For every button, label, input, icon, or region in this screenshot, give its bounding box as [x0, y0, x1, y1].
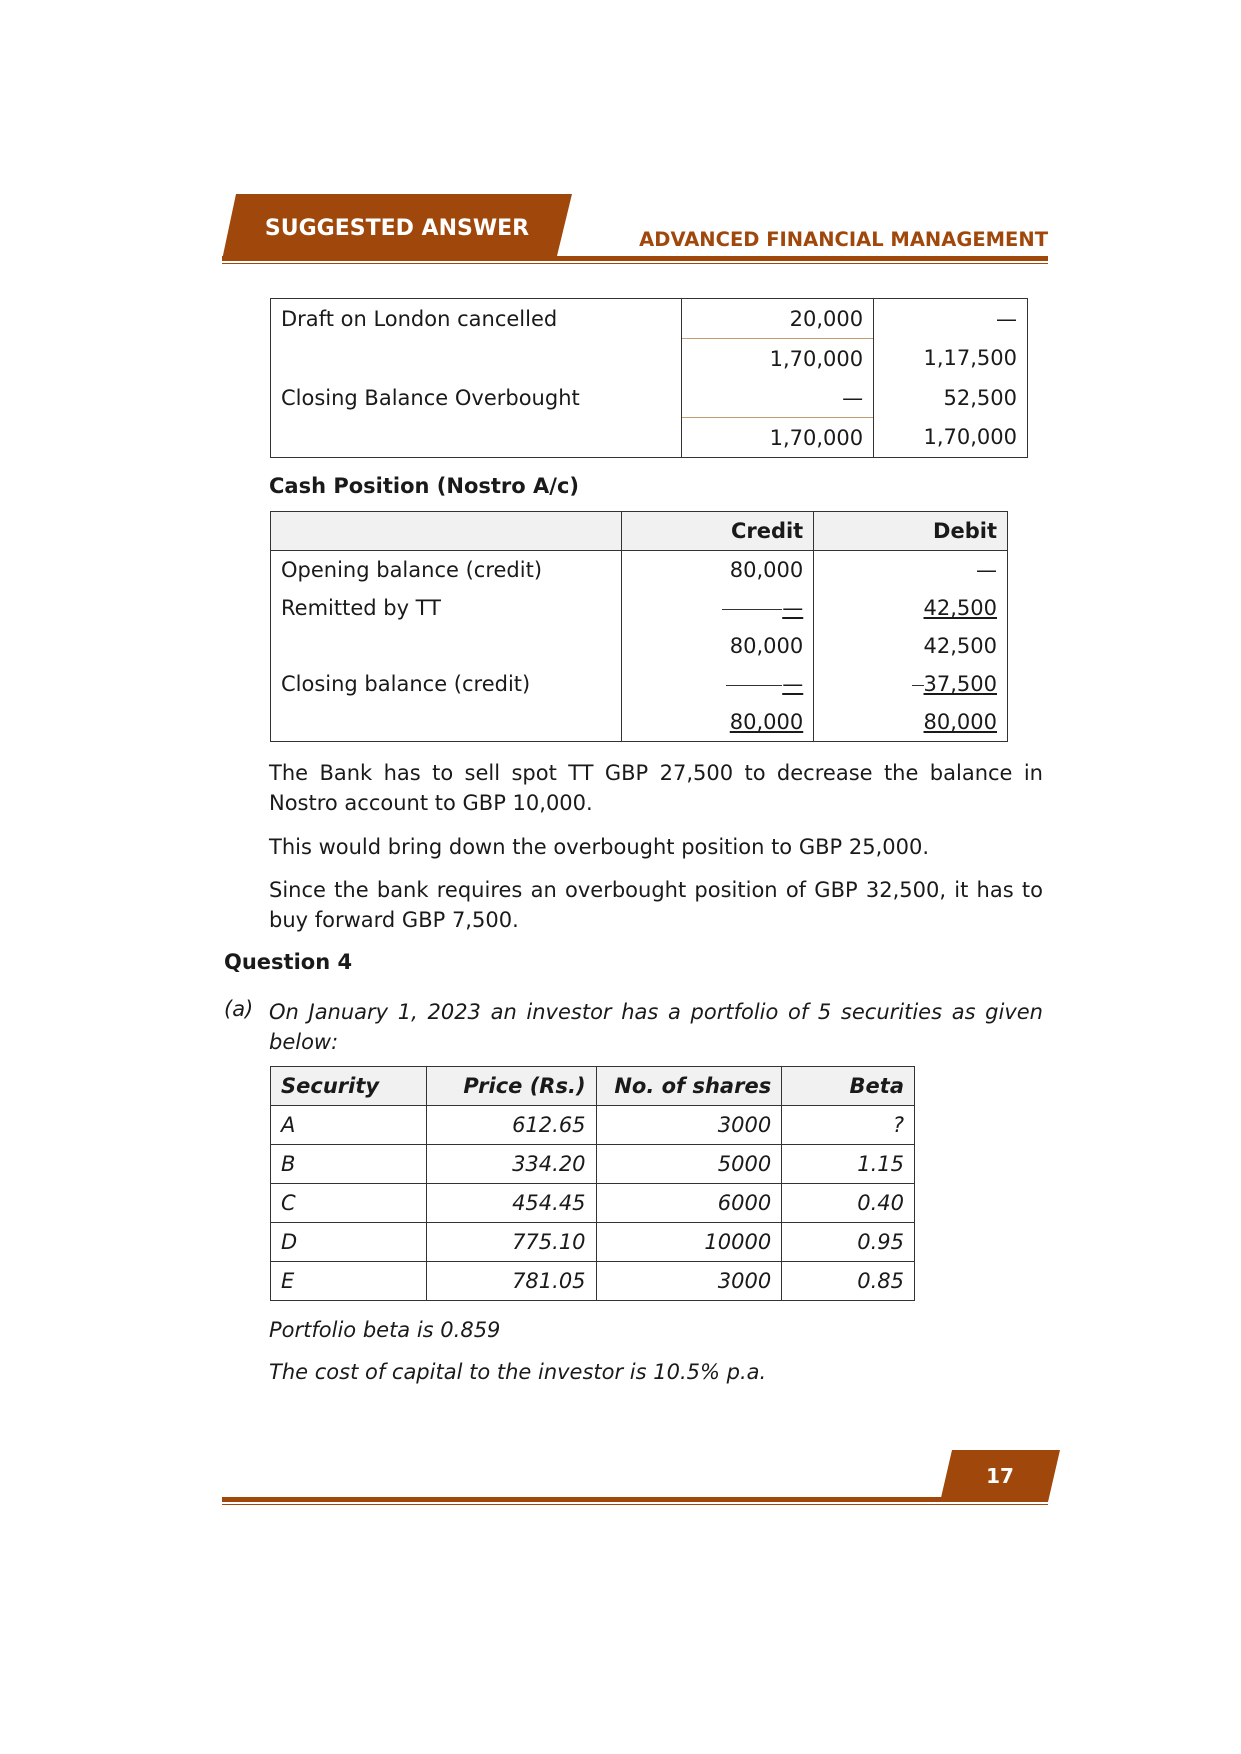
row-label [271, 703, 622, 742]
cell-shares: 10000 [596, 1223, 782, 1262]
footer-page-tab [940, 1450, 1060, 1502]
row-label: Draft on London cancelled [271, 299, 682, 339]
table-row [271, 418, 1028, 458]
cell-security: E [271, 1262, 427, 1301]
footer-rule-thin [222, 1504, 1048, 1505]
header-security: Security [271, 1067, 427, 1106]
cell-credit-cell [622, 665, 814, 703]
cell-value: 20,000 [682, 299, 874, 339]
row-label: Closing Balance Overbought [271, 378, 682, 418]
cell-shares: 3000 [596, 1262, 782, 1301]
table-row [271, 1145, 915, 1184]
question-part-text: On January 1, 2023 an investor has a portfolio of 5 securities as given below: [269, 1000, 1043, 1054]
table-row [271, 665, 1008, 703]
row-label: Opening balance (credit) [271, 551, 622, 590]
question-heading: Question 4 [224, 950, 353, 974]
header-rule [222, 256, 1048, 261]
cell-debit: 80,000 [923, 710, 997, 734]
cell-price: 781.05 [426, 1262, 596, 1301]
page-number: 17 [986, 1464, 1014, 1488]
note-portfolio-beta: Portfolio beta is 0.859 [269, 1318, 501, 1342]
header-shares: No. of shares [596, 1067, 782, 1106]
table-header-row [271, 512, 1008, 551]
cell-price: 612.65 [426, 1106, 596, 1145]
cell-value: 1,70,000 [682, 339, 874, 379]
cell-debit-cell [814, 665, 1008, 703]
cell-beta: 0.85 [782, 1262, 915, 1301]
header-beta: Beta [782, 1067, 915, 1106]
header-subject: ADVANCED FINANCIAL MANAGEMENT [639, 228, 1048, 251]
cell-security: A [271, 1106, 427, 1145]
note-cost-of-capital: The cost of capital to the investor is 10.5% p.a. [269, 1360, 767, 1384]
header-tab [222, 194, 572, 260]
cell-debit-cell [814, 589, 1008, 627]
cell-debit: 37,500 [923, 672, 997, 696]
cash-position-title: Cash Position (Nostro A/c) [269, 474, 579, 498]
paragraph-overbought: This would bring down the overbought position to GBP 25,000. [269, 835, 930, 859]
cell-debit: 42,500 [923, 596, 997, 620]
cell-beta: 0.40 [782, 1184, 915, 1223]
table-row [271, 1223, 915, 1262]
cell-beta: 0.95 [782, 1223, 915, 1262]
table-row [271, 627, 1008, 665]
header-credit: Credit [622, 512, 814, 551]
cell-shares: 6000 [596, 1184, 782, 1223]
cell-credit: 80,000 [622, 627, 814, 665]
cell-debit-cell [814, 703, 1008, 742]
paragraph-sell-spot: The Bank has to sell spot TT GBP 27,500 to decrease the balance in Nostro account to GBP 10,000. [269, 761, 1043, 815]
table-row [271, 703, 1008, 742]
footer-rule [222, 1497, 1048, 1502]
cell-credit-cell [622, 589, 814, 627]
header-price: Price (Rs.) [426, 1067, 596, 1106]
cell-value: 1,17,500 [874, 339, 1028, 379]
cell-security: C [271, 1184, 427, 1223]
table-row [271, 589, 1008, 627]
table-row [271, 378, 1028, 418]
cell-value: 52,500 [874, 378, 1028, 418]
cell-price: 775.10 [426, 1223, 596, 1262]
table-row [271, 551, 1008, 590]
cell-beta: ? [782, 1106, 915, 1145]
cell-security: D [271, 1223, 427, 1262]
table-header-row [271, 1067, 915, 1106]
cell-value: — [682, 378, 874, 418]
header-cell-empty [271, 512, 622, 551]
table-row [271, 339, 1028, 379]
underline-rule [726, 684, 782, 686]
table-row [271, 1184, 915, 1223]
question-part-label: (a) [224, 997, 254, 1021]
overbought-table [270, 298, 1028, 458]
header-rule-thin [222, 263, 1048, 264]
underline-rule [722, 608, 782, 610]
cell-value: 1,70,000 [874, 418, 1028, 458]
row-label [271, 627, 622, 665]
row-label: Remitted by TT [271, 589, 622, 627]
cell-beta: 1.15 [782, 1145, 915, 1184]
cash-position-table [270, 511, 1008, 742]
table-row [271, 1262, 915, 1301]
securities-table [270, 1066, 915, 1301]
cell-shares: 3000 [596, 1106, 782, 1145]
underline-rule [912, 684, 924, 686]
cell-shares: 5000 [596, 1145, 782, 1184]
row-label [271, 339, 682, 379]
cell-debit: — [814, 551, 1008, 590]
cell-debit: 42,500 [814, 627, 1008, 665]
cell-credit: — [782, 596, 804, 620]
row-label: Closing balance (credit) [271, 665, 622, 703]
paragraph-buy-forward: Since the bank requires an overbought position of GBP 32,500, it has to buy forward GBP 7,500. [269, 878, 1043, 932]
cell-credit: 80,000 [622, 551, 814, 590]
cell-value: — [874, 299, 1028, 339]
table-row [271, 1106, 915, 1145]
cell-credit: 80,000 [729, 710, 804, 734]
cell-value: 1,70,000 [682, 418, 874, 458]
cell-credit: — [782, 672, 804, 696]
row-label [271, 418, 682, 458]
header-tab-label: SUGGESTED ANSWER [264, 216, 530, 241]
cell-price: 454.45 [426, 1184, 596, 1223]
table-row [271, 299, 1028, 339]
cell-price: 334.20 [426, 1145, 596, 1184]
cell-credit-cell [622, 703, 814, 742]
cell-security: B [271, 1145, 427, 1184]
header-debit: Debit [814, 512, 1008, 551]
